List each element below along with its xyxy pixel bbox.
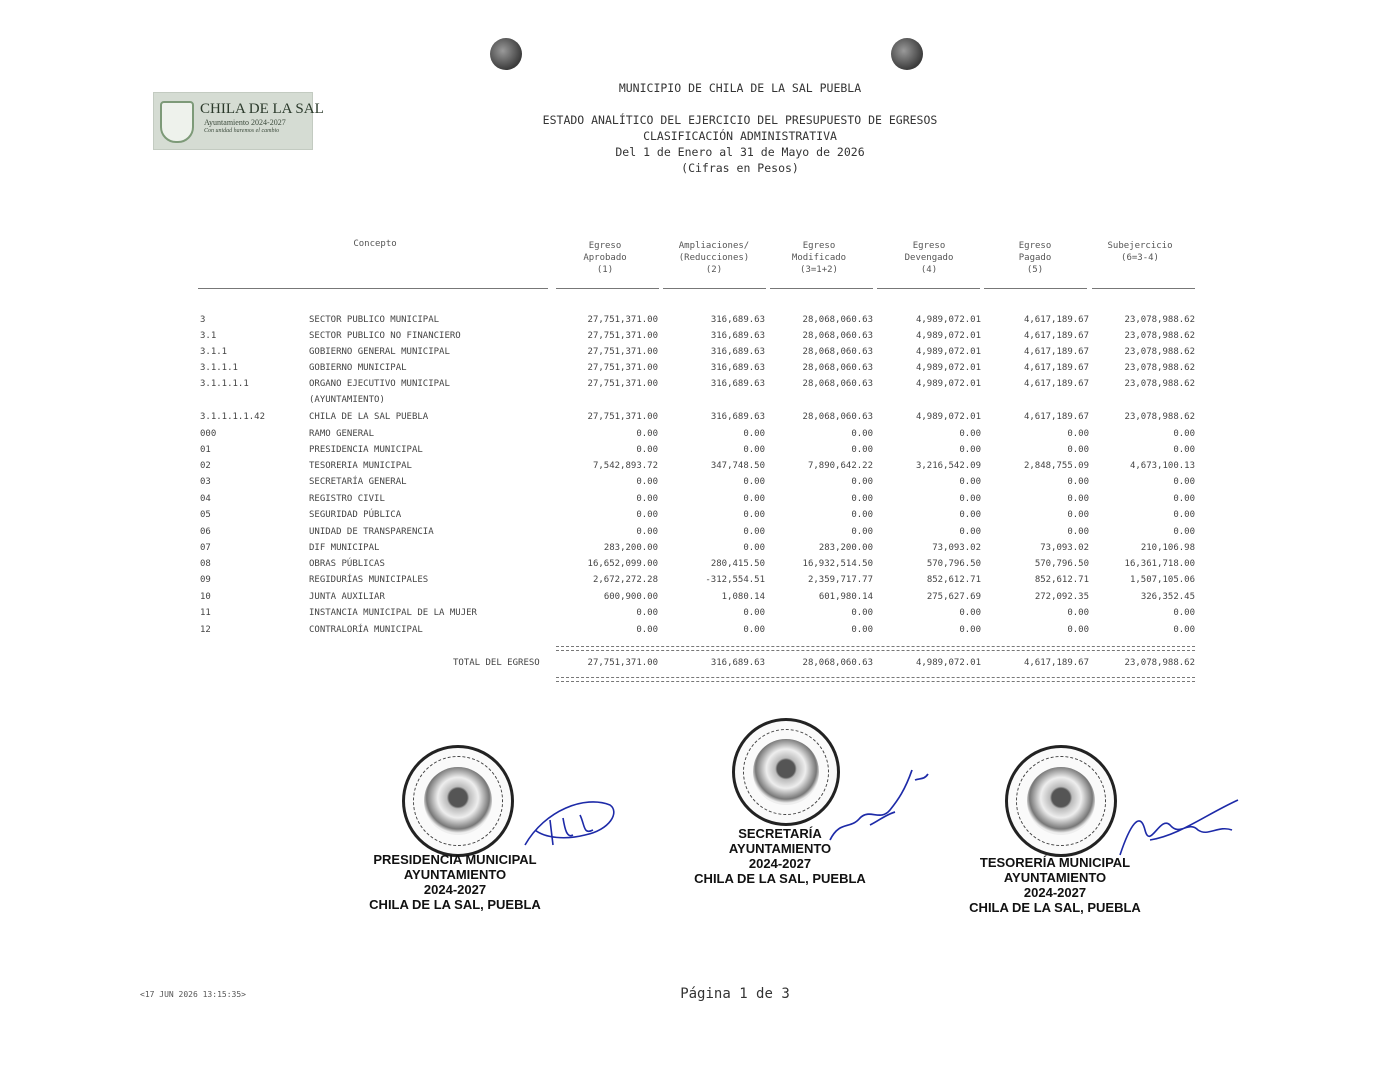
table-row: [200, 527, 1200, 541]
cell-pagado: 0.00: [1067, 608, 1089, 618]
row-concept: GOBIERNO GENERAL MUNICIPAL: [309, 347, 450, 357]
eagle-emblem-icon: [424, 767, 492, 835]
cell-devengado: 4,989,072.01: [915, 412, 981, 422]
row-concept: UNIDAD DE TRANSPARENCIA: [309, 527, 434, 537]
row-concept: CONTRALORÍA MUNICIPAL: [309, 625, 423, 635]
cell-subejercicio: 0.00: [1173, 429, 1195, 439]
row-concept: REGIDURÍAS MUNICIPALES: [309, 575, 429, 585]
cell-pagado: 4,617,189.67: [1023, 379, 1089, 389]
table-row: [200, 625, 1200, 639]
row-concept: JUNTA AUXILIAR: [309, 592, 385, 602]
cell-ampliaciones: 316,689.63: [710, 347, 765, 357]
seal-right: [1005, 745, 1117, 857]
cell-ampliaciones: 316,689.63: [710, 331, 765, 341]
cell-pagado: 570,796.50: [1034, 559, 1089, 569]
cell-devengado: 0.00: [959, 625, 981, 635]
eagle-emblem-icon: [753, 739, 818, 804]
cell-ampliaciones: 0.00: [743, 625, 765, 635]
cell-devengado: 0.00: [959, 445, 981, 455]
cell-modificado: 16,932,514.50: [802, 559, 873, 569]
cell-aprobado: 0.00: [636, 477, 658, 487]
classification: CLASIFICACIÓN ADMINISTRATIVA: [643, 129, 837, 143]
header-rule: [1092, 288, 1195, 289]
cell-pagado: 0.00: [1067, 527, 1089, 537]
cell-ampliaciones: 0.00: [743, 477, 765, 487]
cell-devengado: 4,989,072.01: [915, 363, 981, 373]
cell-aprobado: 7,542,893.72: [592, 461, 658, 471]
cell-devengado: 0.00: [959, 608, 981, 618]
header-rule: [984, 288, 1087, 289]
cell-subejercicio: 0.00: [1173, 445, 1195, 455]
cell-devengado: 4,989,072.01: [915, 331, 981, 341]
cell-devengado: 0.00: [959, 429, 981, 439]
cell-aprobado: 283,200.00: [603, 543, 658, 553]
cell-devengado: 73,093.02: [932, 543, 981, 553]
col-header-pagado: Egreso Pagado (5): [1018, 241, 1052, 275]
cell-modificado: 28,068,060.63: [802, 379, 873, 389]
cell-modificado: 28,068,060.63: [802, 347, 873, 357]
cell-devengado: 570,796.50: [926, 559, 981, 569]
period: Del 1 de Enero al 31 de Mayo de 2026: [615, 145, 865, 159]
row-concept: SECTOR PUBLICO NO FINANCIERO: [309, 331, 461, 341]
total-row: [200, 658, 1200, 672]
cell-ampliaciones: 0.00: [743, 429, 765, 439]
table-row: [200, 510, 1200, 524]
row-code: 10: [200, 592, 211, 602]
cell-subejercicio: 23,078,988.62: [1124, 315, 1195, 325]
cell-aprobado: 0.00: [636, 608, 658, 618]
cell-modificado: 28,068,060.63: [802, 331, 873, 341]
total-modificado: 28,068,060.63: [802, 658, 873, 668]
row-concept: OBRAS PÚBLICAS: [309, 559, 385, 569]
total-rule-top: [556, 646, 1195, 651]
cell-pagado: 0.00: [1067, 477, 1089, 487]
table-row: [200, 315, 1200, 329]
cell-ampliaciones: 347,748.50: [710, 461, 765, 471]
cell-devengado: 0.00: [959, 477, 981, 487]
cell-modificado: 0.00: [851, 429, 873, 439]
table-row: [200, 347, 1200, 361]
row-concept: SECRETARÍA GENERAL: [309, 477, 407, 487]
cell-subejercicio: 0.00: [1173, 477, 1195, 487]
cell-subejercicio: 23,078,988.62: [1124, 363, 1195, 373]
cell-subejercicio: 16,361,718.00: [1124, 559, 1195, 569]
row-code: 06: [200, 527, 211, 537]
table-row: [200, 592, 1200, 606]
cell-pagado: 4,617,189.67: [1023, 412, 1089, 422]
row-code: 08: [200, 559, 211, 569]
table-row: [200, 559, 1200, 573]
cell-pagado: 4,617,189.67: [1023, 347, 1089, 357]
cell-ampliaciones: -312,554.51: [705, 575, 765, 585]
cell-ampliaciones: 0.00: [743, 494, 765, 504]
row-concept: REGISTRO CIVIL: [309, 494, 385, 504]
row-code: 3.1.1.1: [200, 363, 238, 373]
row-concept: SEGURIDAD PÚBLICA: [309, 510, 402, 520]
cell-modificado: 0.00: [851, 477, 873, 487]
total-devengado: 4,989,072.01: [915, 658, 981, 668]
col-header-devengado: Egreso Devengado (4): [904, 241, 954, 275]
table-row: [200, 412, 1200, 426]
cell-modificado: 601,980.14: [818, 592, 873, 602]
row-concept: PRESIDENCIA MUNICIPAL: [309, 445, 423, 455]
cell-devengado: 4,989,072.01: [915, 379, 981, 389]
cell-aprobado: 0.00: [636, 625, 658, 635]
cell-devengado: 3,216,542.09: [915, 461, 981, 471]
cell-subejercicio: 326,352.45: [1140, 592, 1195, 602]
cell-subejercicio: 1,507,105.06: [1129, 575, 1195, 585]
col-header-subejercicio: Subejercicio (6=3-4): [1107, 241, 1173, 263]
table-row: [200, 477, 1200, 491]
col-header-aprobado: Egreso Aprobado (1): [583, 241, 627, 275]
cell-pagado: 852,612.71: [1034, 575, 1089, 585]
header-rule: [877, 288, 980, 289]
cell-subejercicio: 0.00: [1173, 608, 1195, 618]
row-concept: SECTOR PUBLICO MUNICIPAL: [309, 315, 440, 325]
cell-pagado: 0.00: [1067, 625, 1089, 635]
row-code: 09: [200, 575, 211, 585]
table-row: [200, 331, 1200, 345]
cell-ampliaciones: 280,415.50: [710, 559, 765, 569]
cell-devengado: 852,612.71: [926, 575, 981, 585]
cell-ampliaciones: 316,689.63: [710, 363, 765, 373]
cell-subejercicio: 0.00: [1173, 494, 1195, 504]
cell-subejercicio: 210,106.98: [1140, 543, 1195, 553]
cell-modificado: 28,068,060.63: [802, 315, 873, 325]
header-rule: [663, 288, 766, 289]
header-rule: [198, 288, 548, 289]
cell-ampliaciones: 0.00: [743, 543, 765, 553]
cell-subejercicio: 23,078,988.62: [1124, 331, 1195, 341]
row-code: 02: [200, 461, 211, 471]
signature-left: [515, 790, 625, 860]
table-row: [200, 608, 1200, 622]
cell-devengado: 4,989,072.01: [915, 347, 981, 357]
cell-subejercicio: 23,078,988.62: [1124, 379, 1195, 389]
total-subejercicio: 23,078,988.62: [1124, 658, 1195, 668]
units: (Cifras en Pesos): [681, 161, 799, 175]
row-concept: ORGANO EJECUTIVO MUNICIPAL: [309, 379, 450, 389]
row-code: 3.1.1.1.1: [200, 379, 249, 389]
row-code: 05: [200, 510, 211, 520]
cell-subejercicio: 23,078,988.62: [1124, 347, 1195, 357]
cell-devengado: 4,989,072.01: [915, 315, 981, 325]
cell-pagado: 73,093.02: [1040, 543, 1089, 553]
total-ampliaciones: 316,689.63: [710, 658, 765, 668]
cell-modificado: 28,068,060.63: [802, 363, 873, 373]
cell-aprobado: 27,751,371.00: [587, 331, 658, 341]
table-row: [200, 445, 1200, 459]
cell-modificado: 0.00: [851, 625, 873, 635]
cell-pagado: 0.00: [1067, 510, 1089, 520]
row-concept: DIF MUNICIPAL: [309, 543, 380, 553]
table-row: [200, 543, 1200, 557]
row-code: 3.1.1: [200, 347, 228, 357]
municipality-logo: [153, 92, 324, 150]
report-title: ESTADO ANALÍTICO DEL EJERCICIO DEL PRESUPUESTO DE EGRESOS: [542, 113, 938, 127]
cell-ampliaciones: 1,080.14: [721, 592, 765, 602]
row-concept-continuation: (AYUNTAMIENTO): [309, 395, 385, 405]
cell-modificado: 7,890,642.22: [807, 461, 873, 471]
total-pagado: 4,617,189.67: [1023, 658, 1089, 668]
cell-devengado: 0.00: [959, 510, 981, 520]
cell-ampliaciones: 0.00: [743, 527, 765, 537]
cell-devengado: 275,627.69: [926, 592, 981, 602]
cell-pagado: 272,092.35: [1034, 592, 1089, 602]
row-code: 01: [200, 445, 211, 455]
table-row: [200, 363, 1200, 377]
row-code: 3.1.1.1.1.42: [200, 412, 266, 422]
header-rule: [770, 288, 873, 289]
cell-ampliaciones: 316,689.63: [710, 379, 765, 389]
cell-aprobado: 0.00: [636, 510, 658, 520]
cell-pagado: 0.00: [1067, 494, 1089, 504]
cell-subejercicio: 0.00: [1173, 510, 1195, 520]
cell-aprobado: 2,672,272.28: [592, 575, 658, 585]
stamp-tesoreria: TESORERÍA MUNICIPAL AYUNTAMIENTO 2024-2027 CHILA DE LA SAL, PUEBLA: [969, 855, 1141, 915]
cell-aprobado: 0.00: [636, 494, 658, 504]
punch-hole-left: [490, 38, 522, 70]
cell-aprobado: 0.00: [636, 445, 658, 455]
print-timestamp: <17 JUN 2026 13:15:35>: [140, 990, 246, 999]
table-row: [200, 429, 1200, 443]
row-concept: INSTANCIA MUNICIPAL DE LA MUJER: [309, 608, 477, 618]
row-code: 3: [200, 315, 206, 325]
row-code: 12: [200, 625, 211, 635]
cell-ampliaciones: 0.00: [743, 608, 765, 618]
cell-aprobado: 0.00: [636, 527, 658, 537]
cell-devengado: 0.00: [959, 494, 981, 504]
entity-name: MUNICIPIO DE CHILA DE LA SAL PUEBLA: [618, 81, 862, 95]
cell-devengado: 0.00: [959, 527, 981, 537]
row-code: 11: [200, 608, 211, 618]
row-concept: RAMO GENERAL: [309, 429, 375, 439]
col-header-modificado: Egreso Modificado (3=1+2): [791, 241, 847, 275]
punch-hole-right: [891, 38, 923, 70]
page-number: Página 1 de 3: [680, 986, 790, 1002]
shield-icon: [160, 101, 194, 143]
cell-aprobado: 27,751,371.00: [587, 363, 658, 373]
col-header-concept: Concepto: [353, 239, 397, 249]
cell-subejercicio: 4,673,100.13: [1129, 461, 1195, 471]
seal-left: [402, 745, 514, 857]
row-code: 03: [200, 477, 211, 487]
header-rule: [556, 288, 659, 289]
row-code: 04: [200, 494, 211, 504]
cell-modificado: 0.00: [851, 527, 873, 537]
cell-pagado: 2,848,755.09: [1023, 461, 1089, 471]
cell-pagado: 4,617,189.67: [1023, 331, 1089, 341]
cell-modificado: 2,359,717.77: [807, 575, 873, 585]
row-concept: CHILA DE LA SAL PUEBLA: [309, 412, 429, 422]
row-concept: TESORERIA MUNICIPAL: [309, 461, 412, 471]
cell-subejercicio: 0.00: [1173, 527, 1195, 537]
cell-modificado: 0.00: [851, 494, 873, 504]
cell-subejercicio: 0.00: [1173, 625, 1195, 635]
eagle-emblem-icon: [1027, 767, 1095, 835]
cell-aprobado: 0.00: [636, 429, 658, 439]
table-row: [200, 575, 1200, 589]
logo-subtitle: Ayuntamiento 2024-2027: [204, 118, 286, 127]
stamp-secretaria: SECRETARÍA AYUNTAMIENTO 2024-2027 CHILA DE LA SAL, PUEBLA: [694, 826, 866, 886]
cell-modificado: 0.00: [851, 510, 873, 520]
cell-ampliaciones: 316,689.63: [710, 412, 765, 422]
table-row: [200, 461, 1200, 475]
cell-aprobado: 27,751,371.00: [587, 412, 658, 422]
row-concept: GOBIERNO MUNICIPAL: [309, 363, 407, 373]
row-code: 000: [200, 429, 217, 439]
cell-modificado: 28,068,060.63: [802, 412, 873, 422]
cell-subejercicio: 23,078,988.62: [1124, 412, 1195, 422]
cell-pagado: 4,617,189.67: [1023, 363, 1089, 373]
cell-modificado: 0.00: [851, 445, 873, 455]
cell-ampliaciones: 0.00: [743, 445, 765, 455]
cell-aprobado: 27,751,371.00: [587, 347, 658, 357]
cell-aprobado: 16,652,099.00: [587, 559, 658, 569]
cell-aprobado: 27,751,371.00: [587, 315, 658, 325]
cell-pagado: 4,617,189.67: [1023, 315, 1089, 325]
cell-ampliaciones: 0.00: [743, 510, 765, 520]
total-label: TOTAL DEL EGRESO: [453, 658, 540, 668]
row-code: 3.1: [200, 331, 217, 341]
logo-tagline: Con unidad haremos el cambio: [204, 128, 280, 134]
cell-modificado: 0.00: [851, 608, 873, 618]
cell-ampliaciones: 316,689.63: [710, 315, 765, 325]
row-code: 07: [200, 543, 211, 553]
cell-pagado: 0.00: [1067, 429, 1089, 439]
stamp-presidencia: PRESIDENCIA MUNICIPAL AYUNTAMIENTO 2024-2027 CHILA DE LA SAL, PUEBLA: [369, 852, 541, 912]
total-aprobado: 27,751,371.00: [587, 658, 658, 668]
table-row: [200, 379, 1200, 405]
cell-aprobado: 27,751,371.00: [587, 379, 658, 389]
total-rule-bottom: [556, 677, 1195, 682]
cell-pagado: 0.00: [1067, 445, 1089, 455]
cell-aprobado: 600,900.00: [603, 592, 658, 602]
col-header-ampliaciones: Ampliaciones/ (Reducciones) (2): [678, 241, 750, 275]
logo-title: CHILA DE LA SAL: [200, 101, 324, 117]
cell-modificado: 283,200.00: [818, 543, 873, 553]
table-row: [200, 494, 1200, 508]
